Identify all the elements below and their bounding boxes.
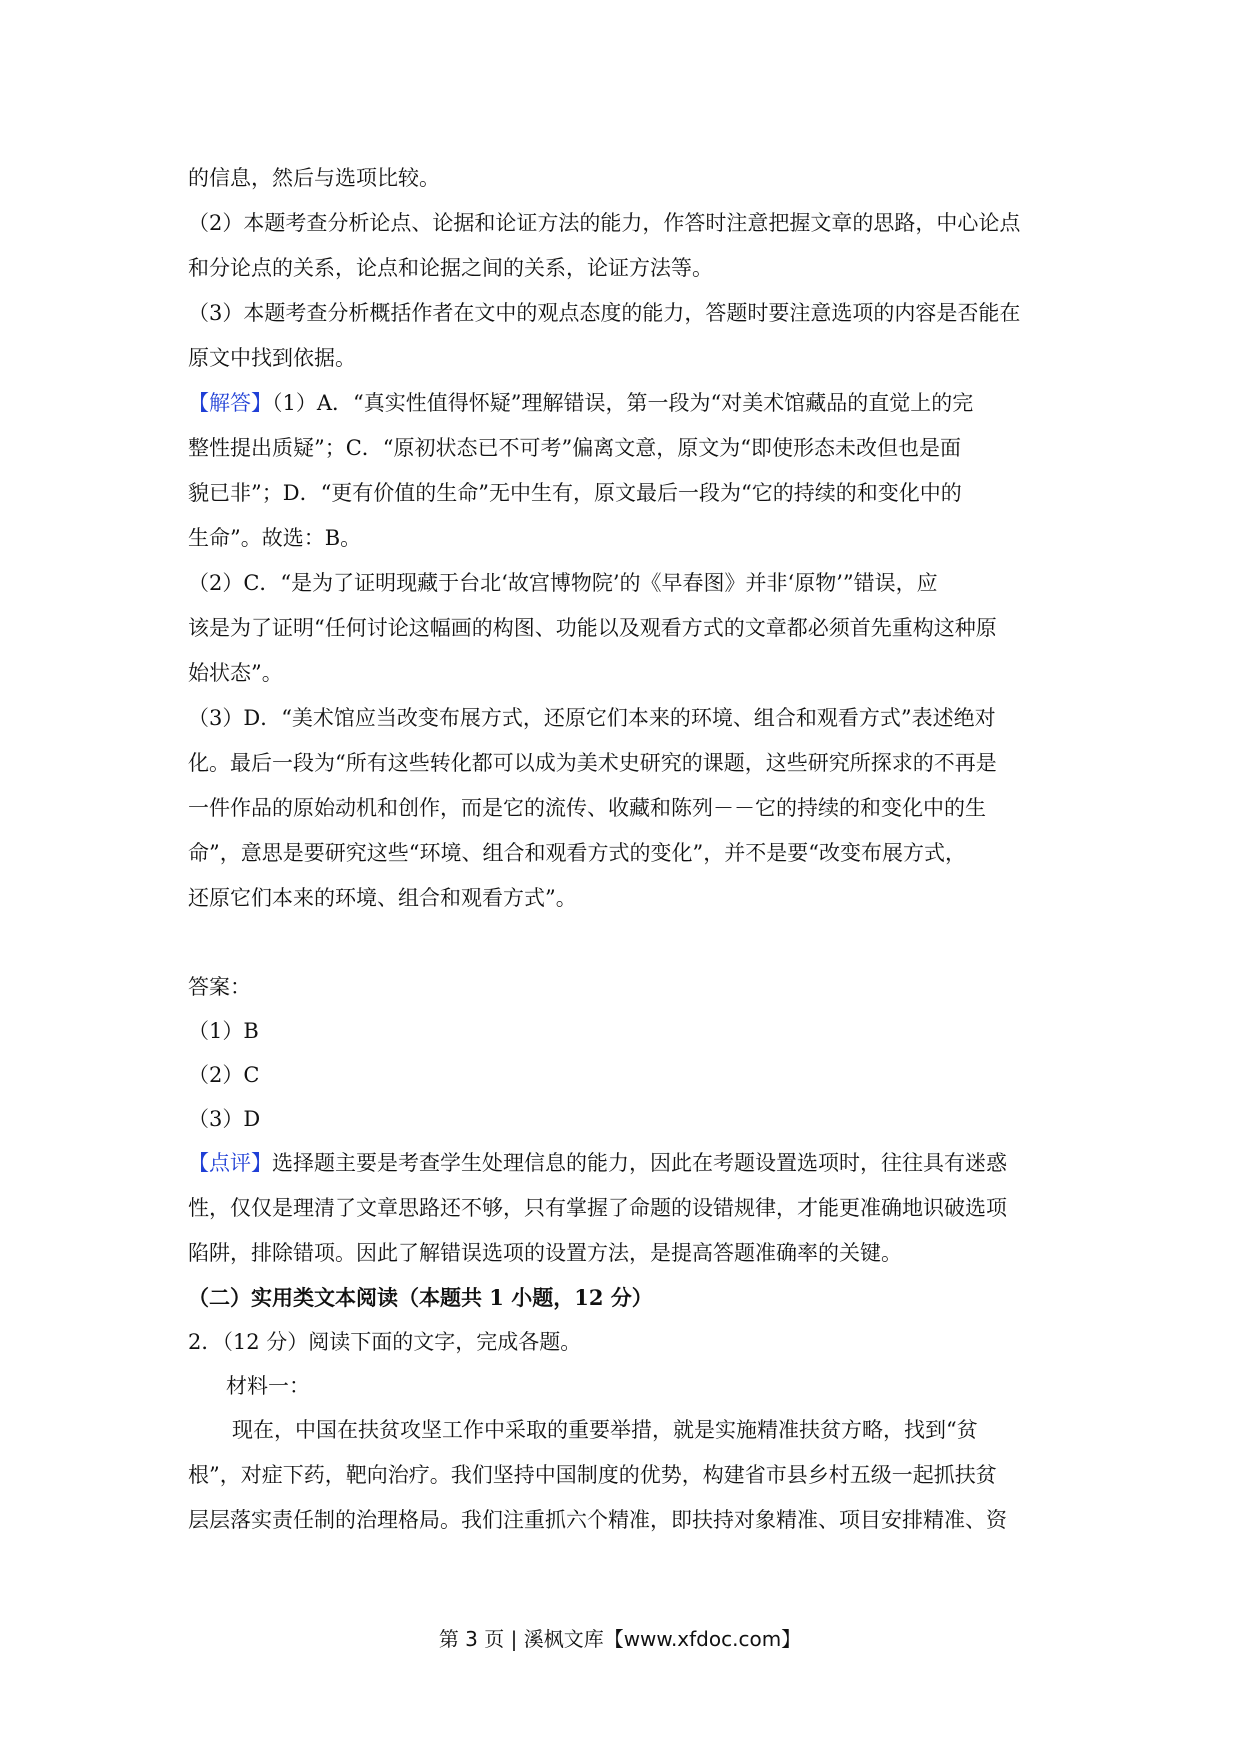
text-line: （3）D．“美术馆应当改变布展方式，还原它们本来的环境、组合和观看方式”表述绝对 xyxy=(188,706,996,730)
text-line: 陷阱，排除错项。因此了解错误选项的设置方法，是提高答题准确率的关键。 xyxy=(188,1241,902,1265)
spacer xyxy=(188,921,1058,965)
text-line: 一件作品的原始动机和创作，而是它的流传、收藏和陈列－－它的持续的和变化中的生 xyxy=(188,796,986,820)
text-line: 命”，意思是要研究这些“环境、组合和观看方式的变化”，并不是要“改变布展方式， xyxy=(188,841,966,865)
text-line: 化。最后一段为“所有这些转化都可以成为美术史研究的课题，这些研究所探求的不再是 xyxy=(188,751,997,775)
comment-tag: 【点评】 xyxy=(188,1151,272,1175)
comment-text: 选择题主要是考查学生处理信息的能力，因此在考题设置选项时，往往具有迷惑 xyxy=(272,1151,1007,1175)
text-line: （2）C．“是为了证明现藏于台北‘故宫博物院’的《早春图》并非‘原物’”错误，应 xyxy=(188,571,938,595)
text-line: 的信息，然后与选项比较。 xyxy=(188,166,440,190)
material-label: 材料一： xyxy=(226,1374,310,1398)
text-line: 性，仅仅是理清了文章思路还不够，只有掌握了命题的设错规律，才能更准确地识破选项 xyxy=(188,1196,1007,1220)
text-line xyxy=(188,381,1058,426)
text-line: 生命”。故选：B。 xyxy=(188,526,362,550)
answer-item: （3）D xyxy=(188,1107,261,1131)
text-line: 和分论点的关系，论点和论据之间的关系，论证方法等。 xyxy=(188,256,713,280)
text-line: 还原它们本来的环境、组合和观看方式”。 xyxy=(188,886,577,910)
text-line: 根”，对症下药，靶向治疗。我们坚持中国制度的优势，构建省市县乡村五级一起抓扶贫 xyxy=(188,1463,997,1487)
text-line: 原文中找到依据。 xyxy=(188,346,356,370)
answer-text: （1）A．“真实性值得怀疑”理解错误，第一段为“对美术馆藏品的直觉上的完 xyxy=(272,391,974,415)
text-line: （3）本题考查分析概括作者在文中的观点态度的能力，答题时要注意选项的内容是否能在 xyxy=(188,301,1021,325)
answer-item: （1）B xyxy=(188,1019,259,1043)
text-line: 貌已非”；D．“更有价值的生命”无中生有，原文最后一段为“它的持续的和变化中的 xyxy=(188,481,962,505)
text-line: （2）本题考查分析论点、论据和论证方法的能力，作答时注意把握文章的思路，中心论点 xyxy=(188,211,1021,235)
section-heading: （二）实用类文本阅读（本题共 1 小题，12 分） xyxy=(188,1285,653,1310)
text-line: 整性提出质疑”；C．“原初状态已不可考”偏离文意，原文为“即使形态未改但也是面 xyxy=(188,436,962,460)
page-footer: 第 3 页 | 溪枫文库【www.xfdoc.com】 xyxy=(438,1627,802,1651)
document-body xyxy=(188,156,1058,1543)
answer-item: （2）C xyxy=(188,1063,260,1087)
question-line: 2．（12 分）阅读下面的文字，完成各题。 xyxy=(188,1330,582,1354)
text-line: 该是为了证明“任何讨论这幅画的构图、功能以及观看方式的文章都必须首先重构这种原 xyxy=(188,616,997,640)
answer-tag: 【解答】 xyxy=(188,391,272,415)
text-line: 始状态”。 xyxy=(188,661,283,685)
text-line: 层层落实责任制的治理格局。我们注重抓六个精准，即扶持对象精准、项目安排精准、资 xyxy=(188,1508,1007,1532)
text-line xyxy=(188,1141,1058,1186)
text-line: 现在，中国在扶贫攻坚工作中采取的重要举措，就是实施精准扶贫方略，找到“贫 xyxy=(232,1418,978,1442)
answers-label: 答案： xyxy=(188,975,251,999)
